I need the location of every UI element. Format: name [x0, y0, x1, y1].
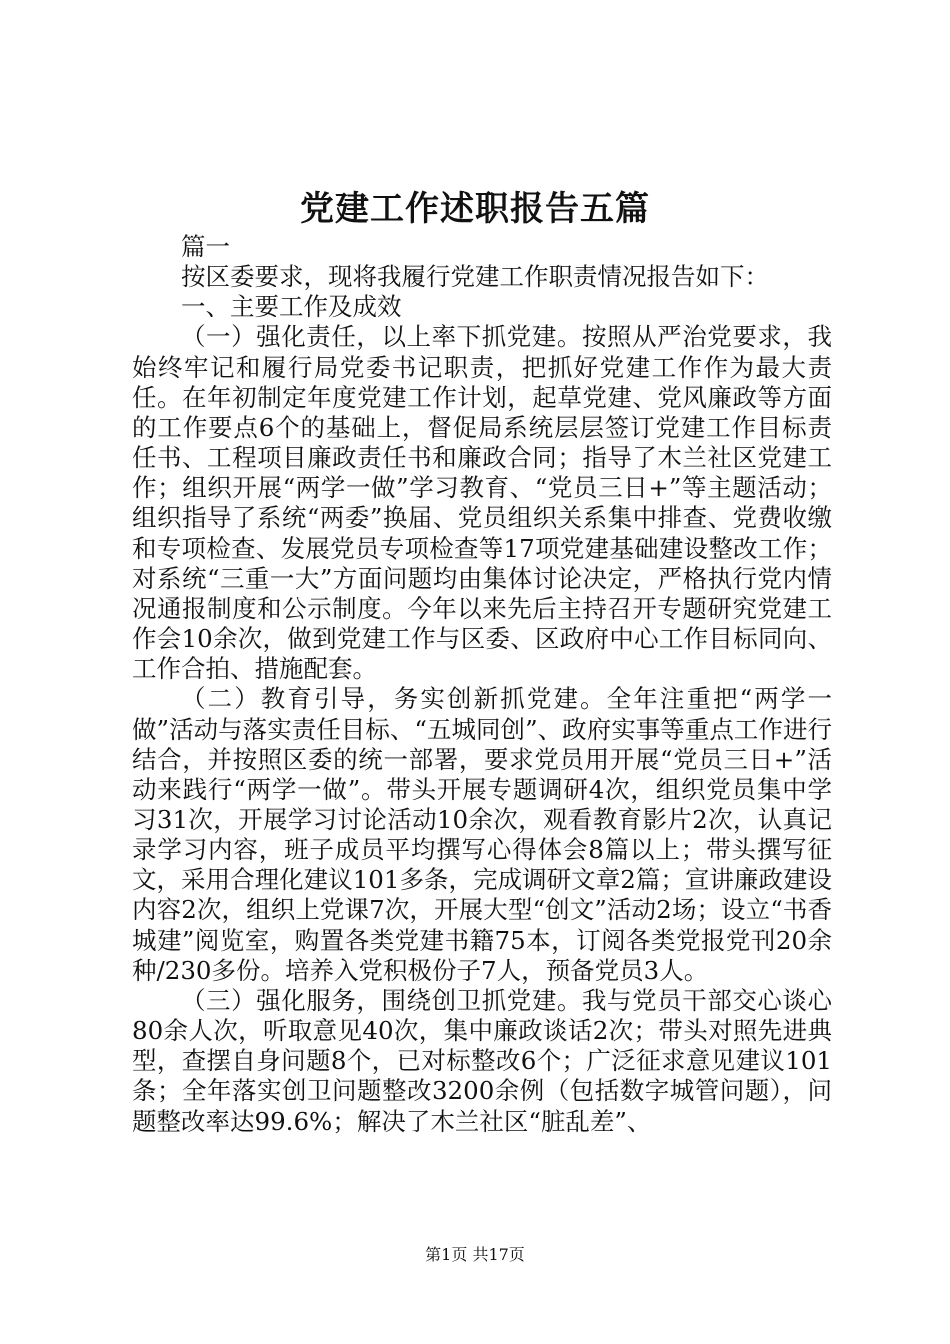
document-body: [132, 232, 832, 1137]
body-paragraph: （三）强化服务，围绕创卫抓党建。我与党员干部交心谈心80余人次，听取意见40次，集中廉政谈话2次；带头对照先进典型，查摆自身问题8个，已对标整改6个；广泛征求意见建议101条；全年落实创卫问题整改3200余例（包括数字城管问题），问题整改率达99.6%；解决了木兰社区“脏乱差”、: [132, 985, 832, 1136]
section-heading: 一、主要工作及成效: [181, 292, 402, 322]
body-paragraph: （二）教育引导，务实创新抓党建。全年注重把“两学一做”活动与落实责任目标、“五城同创”、政府实事等重点工作进行结合，并按照区委的统一部署，要求党员用开展“党员三日+”活动来践行“两学一做”。带头开展专题调研4次，组织党员集中学习31次，开展学习讨论活动10余次，观看教育影片2次，认真记录学习内容，班子成员平均撰写心得体会8篇以上；带头撰写征文，采用合理化建议101多条，完成调研文章2篇；宣讲廉政建设内容2次，组织上党课7次，开展大型“创文”活动2场；设立“书香城建”阅览室，购置各类党建书籍75本，订阅各类党报党刊20余种/230多份。培养入党积极份子7人，预备党员3人。: [132, 684, 832, 985]
document-title: 党建工作述职报告五篇: [300, 189, 650, 229]
page-footer: 第1页 共17页: [425, 1245, 525, 1264]
section-label: 篇一: [181, 232, 230, 261]
intro-paragraph: 按区委要求，现将我履行党建工作职责情况报告如下：: [181, 262, 769, 292]
body-paragraph: （一）强化责任，以上率下抓党建。按照从严治党要求，我始终牢记和履行局党委书记职责，把抓好党建工作作为最大责任。在年初制定年度党建工作计划，起草党建、党风廉政等方面的工作要点6个的基础上，督促局系统层层签订党建工作目标责任书、工程项目廉政责任书和廉政合同；指导了木兰社区党建工作；组织开展“两学一做”学习教育、“党员三日+”等主题活动；组织指导了系统“两委”换届、党员组织关系集中排查、党费收缴和专项检查、发展党员专项检查等17项党建基础建设整改工作；对系统“三重一大”方面问题均由集体讨论决定，严格执行党内情况通报制度和公示制度。今年以来先后主持召开专题研究党建工作会10余次，做到党建工作与区委、区政府中心工作目标同向、工作合拍、措施配套。: [132, 322, 832, 684]
